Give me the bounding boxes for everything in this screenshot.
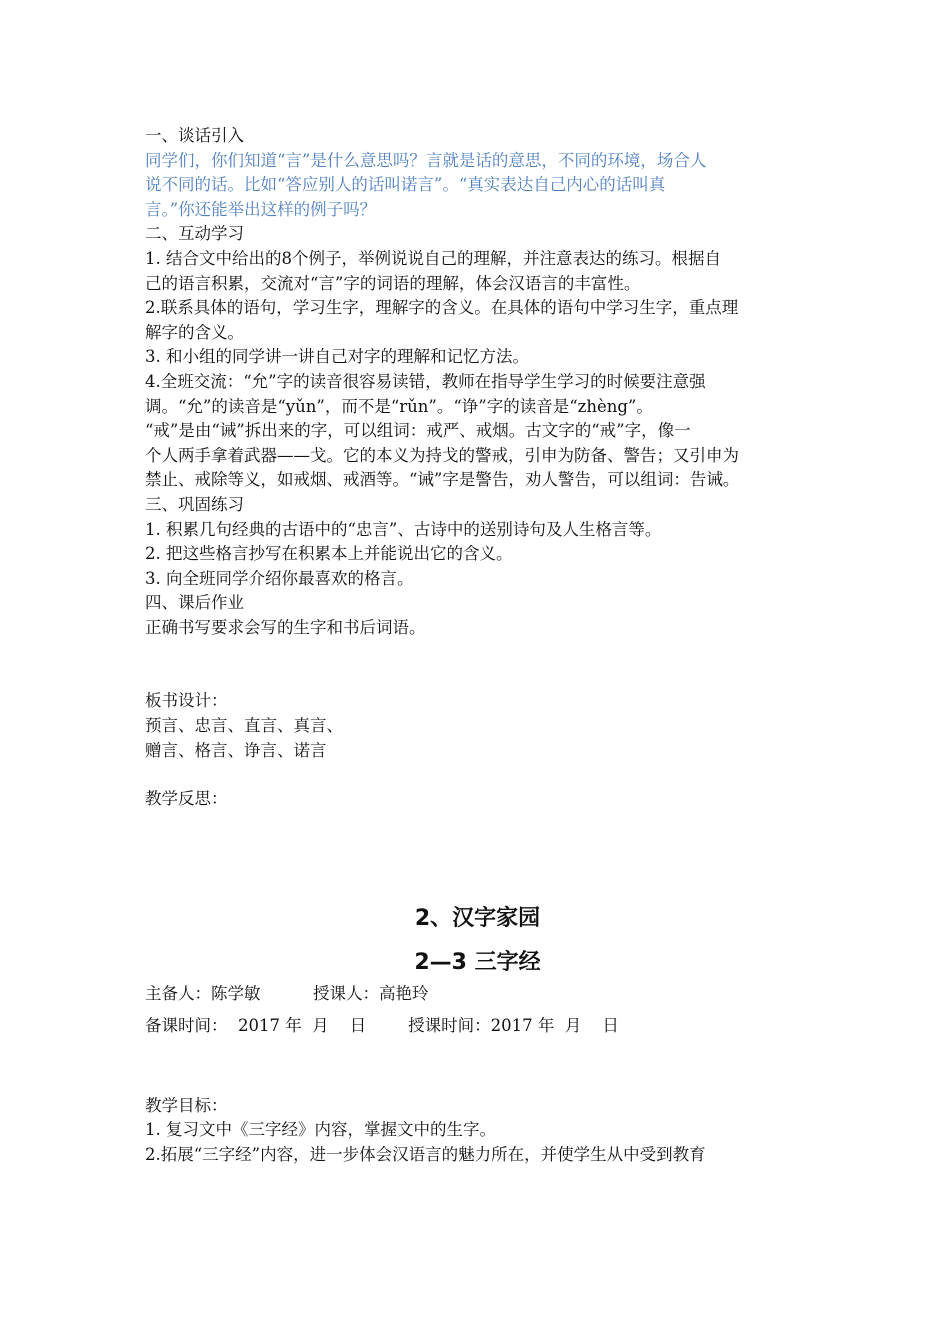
objective-line: 2.拓展“三字经”内容，进一步体会汉语言的魅力所在，并使学生从中受到教育 [145, 1145, 706, 1165]
intro-line: 言。”你还能举出这样的例子吗？ [145, 199, 377, 219]
body-line: “戒”是由“诫”拆出来的字，可以组词：戒严、戒烟。古文字的“戒”字，像一 [145, 421, 691, 441]
intro-line: 说不同的话。比如“答应别人的话叫诺言”。“真实表达自己内心的话叫真 [145, 175, 666, 195]
lesson-title: 2—3 三字经 [414, 949, 541, 975]
document-page [145, 124, 810, 1168]
body-line: 己的语言积累，交流对“言”字的词语的理解，体会汉语言的丰富性。 [145, 273, 641, 293]
body-line: 个人两手拿着武器——戈。它的本义为持戈的警戒，引申为防备、警告；又引申为 [145, 445, 739, 465]
body-line: 调。“允”的读音是“yǔn”，而不是“rǔn”。“诤”字的读音是“zhèng”。 [145, 396, 653, 416]
section-heading-4: 四、课后作业 [145, 593, 244, 613]
board-design-line: 赠言、格言、诤言、诺言 [145, 740, 327, 760]
intro-line: 同学们，你们知道“言”是什么意思吗？言就是话的意思，不同的环境，场合人 [145, 150, 707, 170]
objectives-label: 教学目标： [145, 1095, 228, 1115]
body-line: 禁止、戒除等义，如戒烟、戒酒等。“诫”字是警告，劝人警告，可以组词：告诫。 [145, 470, 740, 490]
body-line: 4.全班交流：“允”字的读音很容易读错，教师在指导学生学习的时候要注意强 [145, 371, 706, 391]
board-design-label: 板书设计： [145, 691, 228, 711]
reflection-label: 教学反思： [145, 789, 228, 809]
body-line: 2.联系具体的语句，学习生字，理解字的含义。在具体的语句中学习生字，重点理 [145, 298, 739, 318]
homework-text: 正确书写要求会写的生字和书后词语。 [145, 617, 426, 637]
body-line: 1. 结合文中给出的8个例子，举例说说自己的理解，并注意表达的练习。根据自 [145, 248, 721, 268]
board-design-line: 预言、忠言、直言、真言、 [145, 716, 343, 736]
body-line: 3. 向全班同学介绍你最喜欢的格言。 [145, 568, 414, 588]
body-line: 1. 积累几句经典的古语中的“忠言”、古诗中的送别诗句及人生格言等。 [145, 519, 662, 539]
body-line: 3. 和小组的同学讲一讲自己对字的理解和记忆方法。 [145, 347, 529, 367]
unit-title: 2、汉字家园 [414, 905, 541, 931]
objective-line: 1. 复习文中《三字经》内容，掌握文中的生字。 [145, 1120, 496, 1140]
section-heading-3: 三、巩固练习 [145, 494, 244, 514]
section-heading-1: 一、谈话引入 [145, 126, 244, 145]
time-line: 备课时间： 2017 年 月 日 授课时间：2017 年 月 日 [145, 1015, 619, 1035]
preparer-line: 主备人：陈学敏 授课人：高艳玲 [145, 983, 429, 1003]
body-line: 解字的含义。 [145, 322, 244, 342]
body-line: 2. 把这些格言抄写在积累本上并能说出它的含义。 [145, 544, 513, 564]
section-heading-2: 二、互动学习 [145, 224, 244, 244]
